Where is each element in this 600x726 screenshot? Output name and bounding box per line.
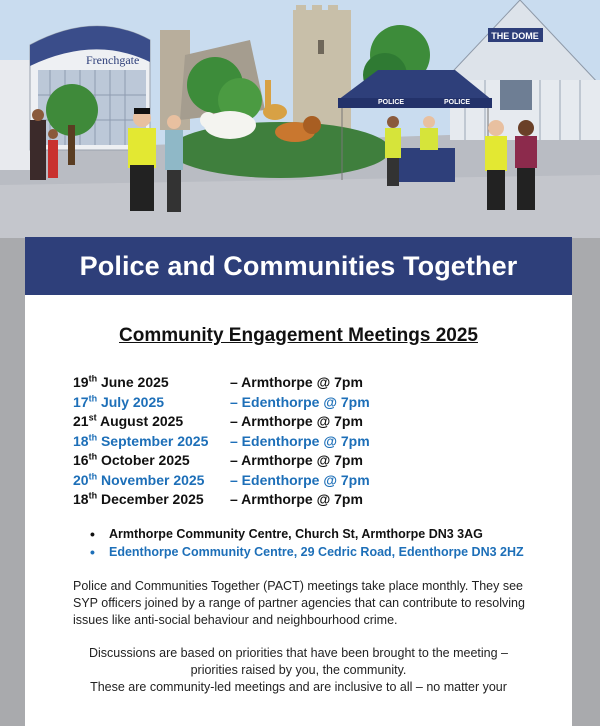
meeting-schedule: [73, 373, 533, 510]
venue-item-armthorpe: • Armthorpe Community Centre, Church St, Armthorpe DN3 3AG: [87, 525, 524, 543]
meeting-location: – Armthorpe @ 7pm: [230, 413, 363, 429]
meeting-date: [73, 451, 230, 471]
discussion-line-1: Discussions are based on priorities that have been brought to the meeting –: [88, 646, 508, 660]
meeting-day-suffix: th: [88, 490, 98, 501]
meeting-date: [73, 432, 230, 452]
meeting-row: [73, 471, 533, 491]
page-title: Police and Communities Together: [79, 250, 518, 281]
meeting-date: [73, 373, 230, 393]
meeting-day-suffix: th: [88, 392, 98, 403]
meeting-date: [73, 393, 230, 413]
meeting-date: [73, 490, 230, 510]
meeting-location: – Edenthorpe @ 7pm: [230, 432, 370, 449]
meeting-row: [73, 393, 533, 413]
meeting-location: – Armthorpe @ 7pm: [230, 374, 363, 390]
page-title-bar: [25, 237, 572, 295]
pact-description: Police and Communities Together (PACT) meetings take place monthly. They see SYP officers joined by a range of partner agencies that can contribute to resolving issues like anti-social behaviour and neighbourhood crime.: [73, 579, 525, 627]
meeting-day-suffix: th: [88, 431, 98, 442]
meeting-row: [73, 490, 533, 510]
meeting-date: [73, 412, 230, 432]
meeting-day: 18: [73, 491, 89, 507]
meeting-row: [73, 451, 533, 471]
meeting-month-year: June 2025: [100, 374, 169, 390]
meeting-row: [73, 373, 533, 393]
meeting-date: [73, 471, 230, 491]
meeting-day: 16: [73, 452, 89, 468]
meeting-row: [73, 432, 533, 452]
discussion-line-3: These are community-led meetings and are inclusive to all – no matter your: [90, 680, 507, 694]
content-card: [25, 295, 572, 726]
illustration-banner: [0, 0, 600, 238]
meeting-location: – Edenthorpe @ 7pm: [230, 393, 370, 410]
meeting-month-year: September 2025: [100, 432, 209, 449]
dome-sign: THE DOME: [491, 31, 539, 41]
gazebo-label-right: POLICE: [444, 99, 471, 106]
venue-list: [87, 525, 524, 561]
meeting-row: [73, 412, 533, 432]
meeting-day-suffix: th: [88, 373, 98, 384]
meeting-day: 21: [73, 413, 89, 429]
meeting-day-suffix: th: [88, 470, 98, 481]
meeting-location: – Armthorpe @ 7pm: [230, 452, 363, 468]
meeting-day: 19: [73, 374, 89, 390]
meeting-day: 18: [73, 432, 89, 449]
meeting-month-year: December 2025: [100, 491, 204, 507]
meeting-day-suffix: st: [88, 412, 97, 423]
meeting-day: 20: [73, 471, 89, 488]
meeting-month-year: August 2025: [99, 413, 184, 429]
town-scene-illustration: [0, 0, 600, 238]
meeting-month-year: July 2025: [100, 393, 165, 410]
meeting-month-year: November 2025: [100, 471, 205, 488]
section-subtitle: Community Engagement Meetings 2025: [119, 325, 478, 346]
meeting-day-suffix: th: [88, 451, 98, 462]
frenchgate-sign: Frenchgate: [86, 53, 140, 67]
meeting-location: – Edenthorpe @ 7pm: [230, 471, 370, 488]
discussion-paragraph: [25, 645, 572, 696]
gazebo-label-left: POLICE: [378, 99, 405, 106]
meeting-location: – Armthorpe @ 7pm: [230, 491, 363, 507]
discussion-line-2: priorities raised by you, the community.: [190, 663, 407, 677]
meeting-month-year: October 2025: [100, 452, 190, 468]
meeting-day: 17: [73, 393, 89, 410]
venue-item-edenthorpe: • Edenthorpe Community Centre, 29 Cedric Road, Edenthorpe DN3 2HZ: [87, 543, 524, 561]
